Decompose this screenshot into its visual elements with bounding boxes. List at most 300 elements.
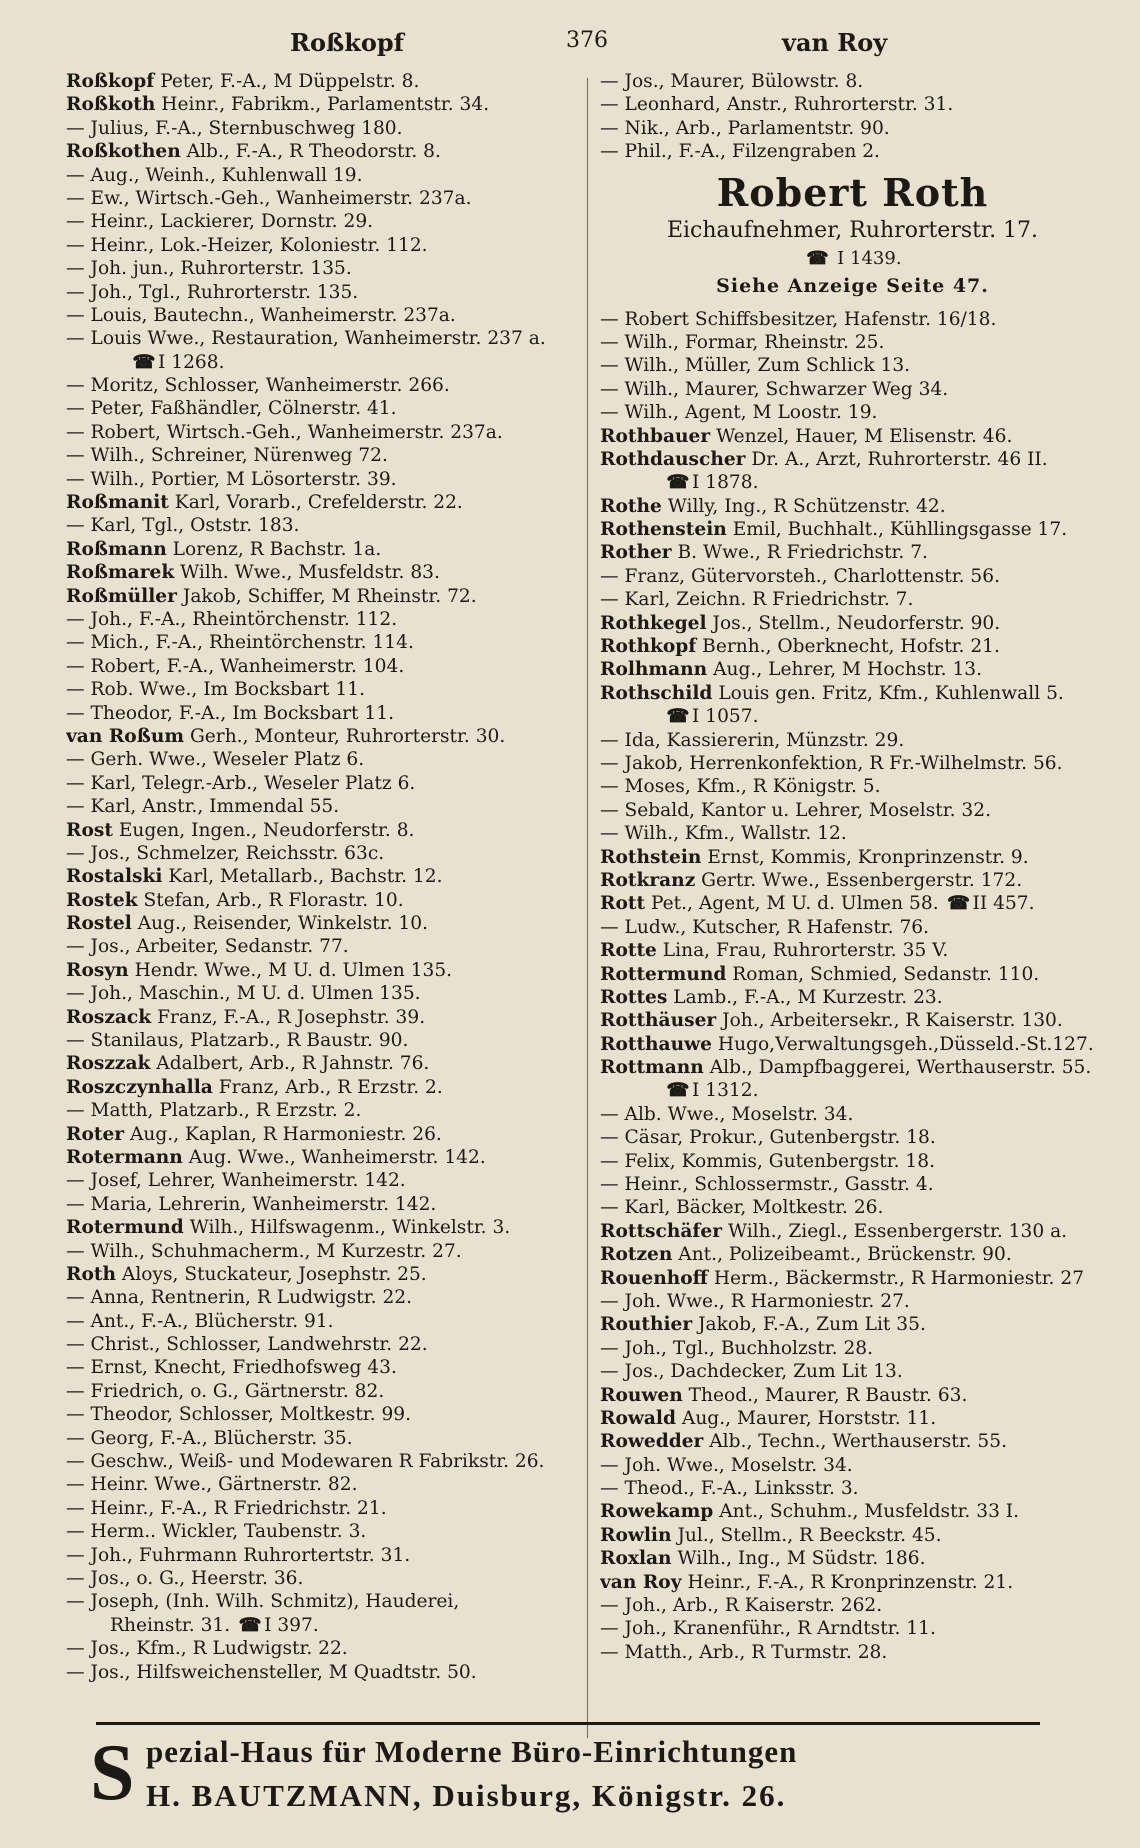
entry-surname: — (600, 776, 619, 798)
directory-entry (66, 304, 586, 327)
entry-surname: — (600, 589, 619, 611)
entry-details: Theod., F.-A., Linksstr. 3. (624, 1478, 859, 1500)
entry-details: Friedrich, o. G., Gärtnerstr. 82. (90, 1380, 385, 1402)
telephone-icon: ☎ (806, 247, 829, 269)
entry-surname: Rothschild (600, 682, 713, 704)
entry-surname: Rottschäfer (600, 1220, 723, 1242)
entry-surname: Rost (66, 819, 113, 841)
entry-surname: Rothenstein (600, 519, 727, 541)
entry-details: Herm., Bäckermstr., R Harmoniestr. 27 (713, 1267, 1085, 1289)
entry-surname: — (66, 1193, 85, 1215)
directory-entry (600, 682, 1105, 705)
footer-divider (96, 1722, 1040, 1725)
directory-entry (66, 468, 586, 491)
directory-entry (600, 1337, 1105, 1360)
entry-details: Karl, Tgl., Oststr. 183. (90, 515, 300, 537)
entry-details: Robert, Wirtsch.-Geh., Wanheimerstr. 237a. (90, 421, 503, 443)
directory-entry (66, 1193, 586, 1216)
entry-details: Jos., Maurer, Bülowstr. 8. (624, 71, 864, 92)
entry-details: Franz, F.-A., R Josephstr. 39. (157, 1006, 426, 1028)
entry-surname: — (66, 375, 85, 397)
entry-details: Karl, Zeichn. R Friedrichstr. 7. (624, 589, 914, 611)
entry-details: Theodor, Schlosser, Moltkestr. 99. (90, 1404, 412, 1426)
entry-surname: Rotthauwe (600, 1033, 712, 1055)
directory-entry (66, 210, 586, 233)
directory-entry (66, 1567, 586, 1590)
entry-details: Joh., Fuhrmann Ruhrortertstr. 31. (90, 1544, 411, 1566)
directory-entry (66, 1450, 586, 1473)
directory-entry (66, 397, 586, 420)
entry-surname: — (66, 1544, 85, 1566)
entry-details: Leonhard, Anstr., Ruhrorterstr. 31. (624, 94, 954, 116)
entry-details: Jul., Stellm., R Beeckstr. 45. (677, 1524, 942, 1546)
entry-surname: — (600, 402, 619, 424)
directory-entry (66, 1427, 586, 1450)
entry-details: Joh., Tgl., Ruhrorterstr. 135. (90, 281, 359, 303)
entry-details: Julius, F.-A., Sternbuschweg 180. (90, 117, 403, 139)
entry-details: Ant., Polizeibeamt., Brückenstr. 90. (678, 1244, 1012, 1266)
entry-surname: — (66, 842, 85, 864)
directory-entry (600, 892, 1105, 915)
entry-surname: — (66, 304, 85, 326)
directory-entry (66, 257, 586, 280)
phone-number: II 457. (972, 893, 1035, 915)
entry-surname: Roszack (66, 1006, 152, 1028)
directory-entry (66, 234, 586, 257)
entry-details: Alb., Techn., Werthauserstr. 55. (709, 1431, 1007, 1453)
phone-number: I 1268. (158, 351, 225, 373)
phone-number: I 397. (264, 1614, 319, 1636)
entry-details: Heinr., Lok.-Heizer, Koloniestr. 112. (90, 234, 428, 256)
entry-surname: Rotkranz (600, 869, 696, 891)
telephone-icon: ☎ (132, 351, 156, 373)
entry-surname: — (66, 1100, 85, 1122)
entry-surname: — (66, 421, 85, 443)
entry-surname: Rotermund (66, 1217, 184, 1239)
entry-surname: Roter (66, 1123, 125, 1145)
entry-surname: Roßkoth (66, 94, 156, 116)
directory-entry (66, 842, 586, 865)
directory-entry (600, 1290, 1105, 1313)
entry-details: Heinr., Schlossermstr., Gasstr. 4. (624, 1174, 934, 1196)
entry-details: Aug., Weinh., Kuhlenwall 19. (90, 164, 363, 186)
entry-surname: — (66, 1170, 85, 1192)
entry-details: Rob. Wwe., Im Bocksbart 11. (90, 679, 365, 701)
entry-details: Dr. A., Arzt, Ruhrorterstr. 46 II. (751, 448, 1048, 470)
entry-surname: — (600, 1478, 619, 1500)
entry-surname: — (66, 1427, 85, 1449)
entry-details: Alb., F.-A., R Theodorstr. 8. (186, 141, 441, 163)
entry-surname: Rotzen (600, 1244, 673, 1266)
entry-surname: — (600, 823, 619, 845)
directory-entry (600, 1009, 1105, 1032)
entry-details: Jos., o. G., Heerstr. 36. (90, 1568, 304, 1589)
left-column (66, 70, 586, 1684)
entry-details: Theod., Maurer, R Baustr. 63. (688, 1384, 968, 1406)
entry-surname: Roszzak (66, 1053, 151, 1075)
directory-entry (66, 281, 586, 304)
directory-entry (66, 538, 586, 561)
directory-entry (66, 702, 586, 725)
entry-details: Pet., Agent, M U. d. Ulmen 58. (650, 893, 939, 915)
entry-surname: — (600, 1103, 619, 1125)
entry-surname: — (66, 164, 85, 186)
entry-surname: Rothkopf (600, 636, 697, 658)
directory-entry (66, 1216, 586, 1239)
right-column-top (600, 70, 1105, 164)
directory-entry (66, 70, 586, 93)
entry-details: Lina, Frau, Ruhrorterstr. 35 V. (662, 940, 949, 962)
entry-surname: — (600, 1641, 619, 1663)
directory-entry (66, 608, 586, 631)
entry-details: Louis Wwe., Restauration, Wanheimerstr. 237 a. (90, 328, 546, 350)
directory-entry (66, 1637, 586, 1660)
entry-surname: Rottermund (600, 963, 727, 985)
directory-entry (600, 1454, 1105, 1477)
directory-entry (600, 729, 1105, 752)
entry-details: Joseph, (Inh. Wilh. Schmitz), Hauderei, (90, 1591, 460, 1613)
entry-details: Theodor, F.-A., Im Bocksbart 11. (90, 702, 395, 724)
entry-surname: Roszczynhalla (66, 1076, 213, 1098)
entry-details: Jos., Hilfsweichensteller, M Quadtstr. 50. (90, 1661, 477, 1683)
directory-entry (66, 140, 586, 163)
entry-surname: Rowlin (600, 1524, 672, 1546)
entry-details: Mich., F.-A., Rheintörchenstr. 114. (90, 632, 414, 654)
entry-details: Jakob, Herrenkonfektion, R Fr.-Wilhelmstr. 56. (624, 752, 1063, 774)
entry-surname: — (600, 565, 619, 587)
directory-entry (600, 1150, 1105, 1173)
directory-entry (66, 1473, 586, 1496)
entry-details: Matth, Platzarb., R Erzstr. 2. (90, 1100, 362, 1122)
entry-surname: — (600, 1197, 619, 1219)
directory-entry (600, 93, 1105, 116)
directory-entry (600, 1594, 1105, 1617)
directory-entry (600, 1173, 1105, 1196)
entry-details: Peter, Faßhändler, Cölnerstr. 41. (90, 398, 397, 420)
entry-details: Jos., Schmelzer, Reichsstr. 63c. (90, 842, 385, 864)
directory-entry (600, 354, 1105, 377)
directory-entry (600, 869, 1105, 892)
entry-surname: — (66, 1287, 85, 1309)
directory-entry (66, 1310, 586, 1333)
directory-entry (600, 612, 1105, 635)
phone-number: I 1057. (692, 706, 759, 728)
directory-entry (600, 1524, 1105, 1547)
directory-entry (66, 748, 586, 771)
directory-entry (66, 117, 586, 140)
directory-entry (600, 1430, 1105, 1453)
directory-entry (66, 374, 586, 397)
entry-surname: Roxlan (600, 1548, 672, 1570)
running-head-left: Roßkopf (290, 28, 404, 57)
entry-details: Aug., Maurer, Horststr. 11. (681, 1407, 937, 1429)
entry-surname: — (600, 916, 619, 938)
directory-entry (600, 1384, 1105, 1407)
directory-entry (600, 471, 1105, 494)
directory-entry (600, 378, 1105, 401)
directory-entry (66, 327, 586, 350)
entry-surname: Rothkegel (600, 612, 707, 634)
entry-details: Wilh., Schuhmacherm., M Kurzestr. 27. (90, 1240, 462, 1262)
entry-details: Eugen, Ingen., Neudorferstr. 8. (118, 819, 415, 841)
footer-initial: S (90, 1729, 135, 1817)
entry-details: Joh., Arbeitersekr., R Kaiserstr. 130. (722, 1010, 1063, 1032)
entry-surname: — (600, 1127, 619, 1149)
column-divider (587, 78, 588, 1738)
entry-details: Rheinstr. 31. (110, 1614, 231, 1636)
directory-entry (66, 351, 586, 374)
entry-details: Aug. Wwe., Wanheimerstr. 142. (188, 1146, 486, 1168)
entry-details: Sebald, Kantor u. Lehrer, Moselstr. 32. (624, 799, 991, 821)
entry-surname: Rothbauer (600, 425, 711, 447)
entry-surname: — (66, 702, 85, 724)
directory-entry (66, 1590, 586, 1613)
entry-details: Moses, Kfm., R Königstr. 5. (624, 776, 881, 798)
entry-details: Robert Schiffsbesitzer, Hafenstr. 16/18. (624, 308, 997, 330)
directory-entry (600, 1103, 1105, 1126)
entry-surname: Rostel (66, 913, 132, 935)
telephone-icon: ☎ (946, 893, 971, 915)
directory-entry (600, 799, 1105, 822)
entry-details: Alb., Dampfbaggerei, Werthauserstr. 55. (709, 1057, 1092, 1079)
directory-entry (66, 491, 586, 514)
entry-surname: — (66, 1404, 85, 1426)
entry-surname: — (66, 1380, 85, 1402)
entry-details: Joh. Wwe., R Harmoniestr. 27. (624, 1290, 910, 1312)
entry-surname: — (66, 749, 85, 771)
directory-entry (600, 752, 1105, 775)
directory-entry (66, 421, 586, 444)
entry-surname: — (66, 655, 85, 677)
directory-entry (600, 495, 1105, 518)
entry-details: Josef, Lehrer, Wanheimerstr. 142. (90, 1170, 406, 1192)
directory-entry (66, 1076, 586, 1099)
directory-entry (600, 1313, 1105, 1336)
directory-entry (600, 518, 1105, 541)
footer-line-1: pezial-Haus für Moderne Büro-Einrichtungen (146, 1734, 798, 1769)
directory-entry (600, 448, 1105, 471)
entry-surname: Roßkothen (66, 141, 181, 163)
directory-entry (66, 1263, 586, 1286)
directory-entry (600, 1477, 1105, 1500)
entry-details: Ida, Kassiererin, Münzstr. 29. (624, 729, 905, 751)
directory-entry (66, 1333, 586, 1356)
entry-details: Stanilaus, Platzarb., R Baustr. 90. (90, 1030, 409, 1052)
directory-entry (66, 889, 586, 912)
telephone-icon: ☎ (666, 472, 690, 494)
directory-entry (66, 164, 586, 187)
directory-entry (600, 140, 1105, 163)
entry-surname: — (66, 608, 85, 630)
entry-details: Heinr., Fabrikm., Parlamentstr. 34. (161, 94, 490, 116)
directory-entry (66, 678, 586, 701)
directory-entry (66, 772, 586, 795)
page-number: 376 (566, 28, 608, 53)
entry-surname: Rotthäuser (600, 1010, 717, 1032)
entry-surname: — (66, 281, 85, 303)
entry-details: Wilh., Ziegl., Essenbergerstr. 130 a. (727, 1220, 1068, 1242)
directory-entry (66, 187, 586, 210)
entry-details: Georg, F.-A., Blücherstr. 35. (90, 1427, 353, 1449)
entry-surname: — (600, 729, 619, 751)
entry-surname: van Roßum (66, 725, 185, 747)
directory-entry (66, 1123, 586, 1146)
entry-details: Willy, Ing., R Schützenstr. 42. (667, 495, 946, 517)
directory-entry (600, 1267, 1105, 1290)
directory-entry (600, 425, 1105, 448)
entry-details: Franz, Gütervorsteh., Charlottenstr. 56. (624, 565, 1000, 587)
entry-details: Aug., Reisender, Winkelstr. 10. (137, 913, 428, 935)
entry-surname: Rothe (600, 495, 662, 517)
entry-details: Adalbert, Arb., R Jahnstr. 76. (156, 1053, 430, 1075)
entry-surname: — (66, 1240, 85, 1262)
entry-details: Heinr., F.-A., R Kronprinzenstr. 21. (687, 1571, 1014, 1593)
entry-surname: — (66, 328, 85, 350)
entry-surname: — (600, 1595, 619, 1617)
entry-surname: — (600, 799, 619, 821)
directory-entry (66, 514, 586, 537)
entry-surname: — (66, 1357, 85, 1379)
entry-details: Ew., Wirtsch.-Geh., Wanheimerstr. 237a. (90, 187, 472, 209)
entry-surname: — (66, 772, 85, 794)
entry-details: Lorenz, R Bachstr. 1a. (172, 538, 382, 560)
directory-entry (600, 939, 1105, 962)
directory-entry (600, 70, 1105, 93)
entry-details: Hugo,Verwaltungsgeh.,Düsseld.-St.127. (717, 1033, 1094, 1055)
entry-details: Wilh., Schreiner, Nürenweg 72. (90, 445, 388, 467)
entry-surname: Roßkopf (66, 71, 155, 92)
entry-details: Emil, Buchhalt., Kühllingsgasse 17. (732, 519, 1068, 541)
entry-surname: — (66, 796, 85, 818)
entry-surname: — (66, 936, 85, 958)
entry-details: Karl, Anstr., Immendal 55. (90, 796, 340, 818)
entry-details: Franz, Arb., R Erzstr. 2. (218, 1076, 443, 1098)
directory-entry (66, 1029, 586, 1052)
entry-surname: Rostek (66, 889, 138, 911)
entry-details: Maria, Lehrerin, Wanheimerstr. 142. (90, 1193, 437, 1215)
entry-details: Wilh. Wwe., Musfeldstr. 83. (180, 562, 440, 584)
entry-surname: Rottmann (600, 1057, 704, 1079)
directory-entry (600, 1360, 1105, 1383)
entry-details: Jakob, Schiffer, M Rheinstr. 72. (182, 585, 477, 607)
entry-details: Wilh., Formar, Rheinstr. 25. (624, 331, 885, 353)
entry-details: Cäsar, Prokur., Gutenbergstr. 18. (624, 1127, 936, 1149)
entry-details: Heinr., F.-A., R Friedrichstr. 21. (90, 1497, 387, 1519)
advertisement-block (600, 170, 1105, 300)
entry-details: Joh., Tgl., Buchholzstr. 28. (624, 1337, 874, 1359)
directory-entry (66, 982, 586, 1005)
directory-entry (66, 935, 586, 958)
directory-entry (66, 1240, 586, 1263)
entry-details: Nik., Arb., Parlamentstr. 90. (624, 117, 890, 139)
entry-details: Karl, Telegr.-Arb., Weseler Platz 6. (90, 772, 416, 794)
entry-surname: Rowald (600, 1407, 676, 1429)
entry-details: Stefan, Arb., R Florastr. 10. (143, 889, 404, 911)
right-column (600, 70, 1105, 1664)
entry-details: Wilh., Kfm., Wallstr. 12. (624, 823, 847, 845)
directory-entry (66, 912, 586, 935)
entry-details: Wilh., Müller, Zum Schlick 13. (624, 355, 911, 377)
telephone-icon: ☎ (238, 1614, 262, 1636)
entry-surname: — (600, 1150, 619, 1172)
entry-details: Ant., Schuhm., Musfeldstr. 33 I. (719, 1501, 1020, 1523)
entry-surname: — (66, 983, 85, 1005)
entry-surname: — (66, 1638, 85, 1660)
entry-details: Moritz, Schlosser, Wanheimerstr. 266. (90, 375, 450, 397)
entry-surname: — (66, 468, 85, 490)
entry-details: Ernst, Knecht, Friedhofsweg 43. (90, 1357, 397, 1379)
directory-entry (600, 117, 1105, 140)
directory-entry (600, 658, 1105, 681)
entry-surname: — (66, 187, 85, 209)
entry-details: Lamb., F.-A., M Kurzestr. 23. (673, 986, 943, 1008)
entry-details: Joh., Maschin., M U. d. Ulmen 135. (90, 983, 421, 1005)
entry-details: Wilh., Agent, M Loostr. 19. (624, 402, 878, 424)
entry-surname: — (66, 1591, 85, 1613)
entry-details: Herm.. Wickler, Taubenstr. 3. (90, 1521, 367, 1543)
entry-details: Jos., Arbeiter, Sedanstr. 77. (90, 936, 349, 958)
entry-surname: Rostalski (66, 866, 163, 888)
directory-entry (66, 631, 586, 654)
directory-entry (600, 775, 1105, 798)
entry-details: Gerh. Wwe., Weseler Platz 6. (90, 749, 365, 771)
directory-entry (66, 1380, 586, 1403)
ad-name: Robert Roth (716, 169, 989, 215)
directory-entry (600, 541, 1105, 564)
directory-entry (66, 655, 586, 678)
directory-entry (600, 635, 1105, 658)
running-head-right: van Roy (782, 28, 888, 57)
entry-details: Anna, Rentnerin, R Ludwigstr. 22. (90, 1287, 413, 1309)
entry-surname: Rosyn (66, 959, 129, 981)
directory-entry (66, 93, 586, 116)
entry-details: Jos., Stellm., Neudorferstr. 90. (712, 612, 1001, 634)
entry-surname: Rotte (600, 940, 657, 962)
ad-reference: Siehe Anzeige Seite 47. (716, 274, 989, 297)
entry-details: Geschw., Weiß- und Modewaren R Fabrikstr. 26. (90, 1451, 545, 1473)
entry-details: Ludw., Kutscher, R Hafenstr. 76. (624, 916, 930, 938)
entry-details: Jos., Kfm., R Ludwigstr. 22. (90, 1638, 348, 1660)
entry-surname: — (600, 331, 619, 353)
entry-surname: — (600, 752, 619, 774)
entry-surname: Rott (600, 893, 646, 915)
directory-entry (600, 401, 1105, 424)
directory-entry (66, 1403, 586, 1426)
entry-details: Alb. Wwe., Moselstr. 34. (624, 1103, 854, 1125)
entry-surname: Rowekamp (600, 1501, 714, 1523)
entry-surname: Roßmarek (66, 562, 175, 584)
entry-surname: — (66, 1497, 85, 1519)
entry-surname: — (66, 679, 85, 701)
entry-surname: — (600, 1361, 619, 1383)
entry-surname: — (600, 94, 619, 116)
entry-details: Wilh., Ing., M Südstr. 186. (677, 1548, 926, 1570)
directory-entry (600, 1196, 1105, 1219)
telephone-icon: ☎ (666, 1080, 690, 1102)
entry-surname: — (66, 1310, 85, 1332)
directory-entry (600, 331, 1105, 354)
entry-surname: Rother (600, 542, 672, 564)
entry-details: B. Wwe., R Friedrichstr. 7. (677, 542, 928, 564)
entry-surname: — (66, 1030, 85, 1052)
entry-details: Roman, Schmied, Sedanstr. 110. (732, 963, 1040, 985)
phone-number: I 1878. (692, 472, 759, 494)
directory-entry (66, 585, 586, 608)
directory-entry (600, 1500, 1105, 1523)
directory-entry (600, 916, 1105, 939)
directory-entry (600, 1033, 1105, 1056)
entry-details: Aloys, Stuckateur, Josephstr. 25. (121, 1263, 427, 1285)
